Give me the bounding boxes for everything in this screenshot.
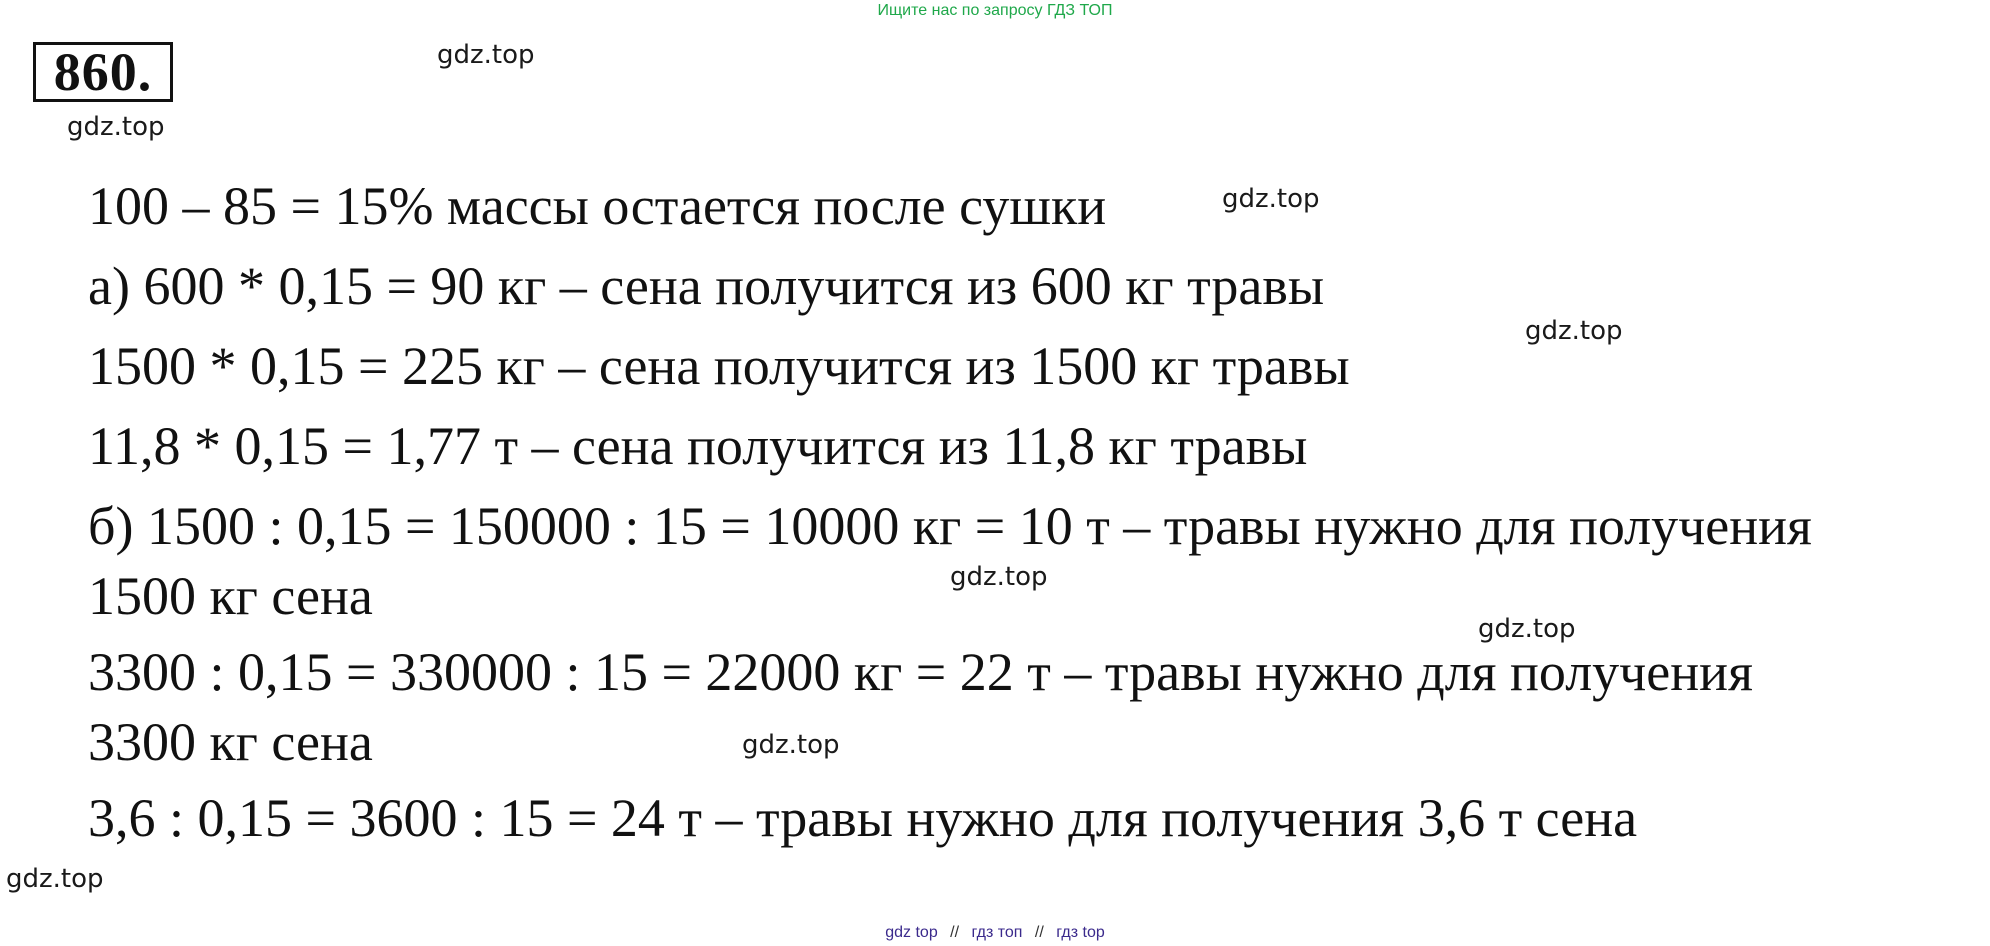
watermark: gdz.top — [67, 112, 165, 142]
watermark: gdz.top — [1222, 184, 1320, 214]
watermark: gdz.top — [1525, 316, 1623, 346]
watermark: gdz.top — [950, 562, 1048, 592]
footer-link-gdz-top[interactable]: gdz top — [885, 924, 938, 941]
footer-link-gdz-top-mixed[interactable]: гдз top — [1056, 924, 1105, 941]
solution-line: 3300 : 0,15 = 330000 : 15 = 22000 кг = 22 т – травы нужно для получения — [88, 642, 1753, 702]
watermark: gdz.top — [742, 730, 840, 760]
problem-number: 860. — [33, 42, 173, 102]
footer-links — [0, 924, 1990, 942]
footer-link-gdz-top-ru[interactable]: гдз топ — [971, 924, 1023, 941]
solution-line: а) 600 * 0,15 = 90 кг – сена получится из 600 кг травы — [88, 256, 1325, 316]
footer-separator: // — [1034, 924, 1044, 941]
solution-line: 100 – 85 = 15% массы остается после сушки — [88, 176, 1107, 236]
solution-line: 3,6 : 0,15 = 3600 : 15 = 24 т – травы нужно для получения 3,6 т сена — [88, 788, 1638, 848]
watermark: gdz.top — [6, 864, 104, 894]
watermark: gdz.top — [1478, 614, 1576, 644]
solution-line: 3300 кг сена — [88, 712, 373, 772]
solution-line: 1500 кг сена — [88, 566, 373, 626]
solution-line: 1500 * 0,15 = 225 кг – сена получится из 1500 кг травы — [88, 336, 1350, 396]
footer-separator: // — [950, 924, 960, 941]
watermark: gdz.top — [437, 40, 535, 70]
solution-line: б) 1500 : 0,15 = 150000 : 15 = 10000 кг = 10 т – травы нужно для получения — [88, 496, 1812, 556]
solution-line: 11,8 * 0,15 = 1,77 т – сена получится из 11,8 кг травы — [88, 416, 1308, 476]
top-banner: Ищите нас по запросу ГДЗ ТОП — [877, 2, 1113, 19]
